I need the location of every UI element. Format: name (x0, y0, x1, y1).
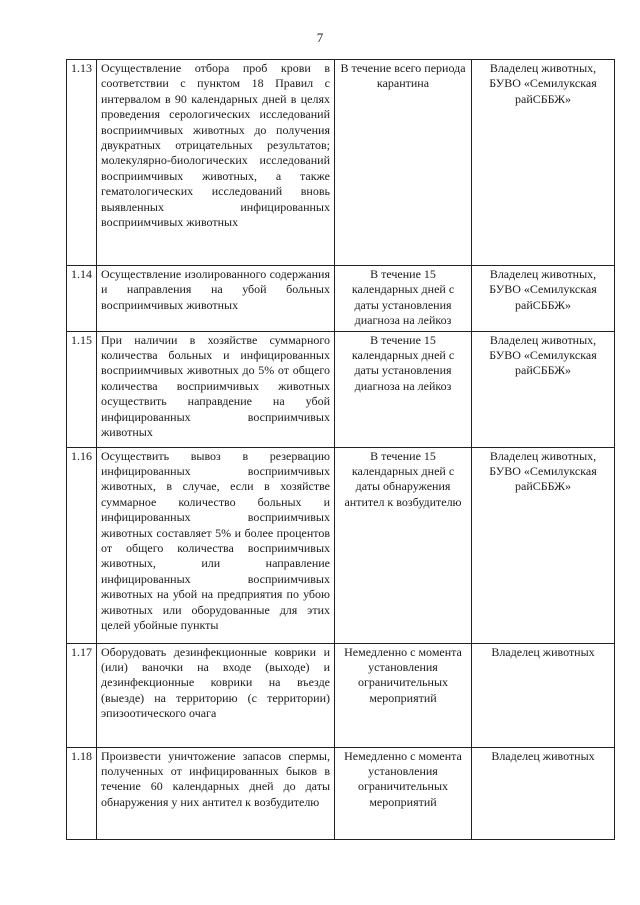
row-term: Немедленно с момента установления ограничительных мероприятий (335, 747, 472, 839)
row-number: 1.18 (67, 747, 97, 839)
table-row (67, 266, 615, 332)
table-row (67, 331, 615, 447)
row-term: В течение 15 календарных дней с даты установления диагноза на лейкоз (335, 266, 472, 332)
table-row (67, 60, 615, 266)
row-responsible: Владелец животных, БУВО «Семилукская райСББЖ» (472, 331, 615, 447)
table-row (67, 643, 615, 747)
measures-table (66, 59, 615, 840)
row-number: 1.17 (67, 643, 97, 747)
row-term: Немедленно с момента установления ограничительных мероприятий (335, 643, 472, 747)
row-responsible: Владелец животных (472, 643, 615, 747)
row-action: Осуществление изолированного содержания и направления на убой больных восприимчивых животных (97, 266, 335, 332)
page-number: 7 (316, 30, 324, 45)
row-term: В течение 15 календарных дней с даты установления диагноза на лейкоз (335, 331, 472, 447)
row-action: Произвести уничтожение запасов спермы, полученных от инфицированных быков в течение 60 календарных дней до даты обнаружения у них антител к возбудителю (97, 747, 335, 839)
table-row (67, 447, 615, 643)
row-action: Оборудовать дезинфекционные коврики и (или) ваночки на входе (выходе) и дезинфекционные коврики на въезде (выезде) на территорию (с территории) эпизоотического очага (97, 643, 335, 747)
row-responsible: Владелец животных, БУВО «Семилукская райСББЖ» (472, 60, 615, 266)
row-number: 1.13 (67, 60, 97, 266)
row-term: В течение 15 календарных дней с даты обнаружения антител к возбудителю (335, 447, 472, 643)
row-number: 1.14 (67, 266, 97, 332)
row-action: Осуществить вывоз в резервацию инфицированных восприимчивых животных, в случае, если в хозяйстве суммарное количество больных и инфицированных восприимчивых животных составляет 5% и более процентов от общего количества восприимчивых животных, или направление инфицированных восприимчивых животных на убой на предприятия по убою животных или оборудованные для этих целей убойные пункты (97, 447, 335, 643)
row-responsible: Владелец животных, БУВО «Семилукская райСББЖ» (472, 266, 615, 332)
row-term: В течение всего периода карантина (335, 60, 472, 266)
row-action: При наличии в хозяйстве суммарного количества больных и инфицированных восприимчивых животных до 5% от общего количества восприимчивых животных осуществить направдение на убой инфицированных восприимчивых животных (97, 331, 335, 447)
table-row (67, 747, 615, 839)
row-number: 1.16 (67, 447, 97, 643)
row-action: Осуществление отбора проб крови в соответствии с пунктом 18 Правил с интервалом в 90 календарных дней в целях проведения серологических исследований восприимчивых животных до получения двукратных отрицательных результатов; молекулярно-биологических исследований восприимчивых животных, а также гематологических исследований вновь выявленных инфицированных восприимчивых животных (97, 60, 335, 266)
row-responsible: Владелец животных (472, 747, 615, 839)
row-number: 1.15 (67, 331, 97, 447)
row-responsible: Владелец животных, БУВО «Семилукская райСББЖ» (472, 447, 615, 643)
